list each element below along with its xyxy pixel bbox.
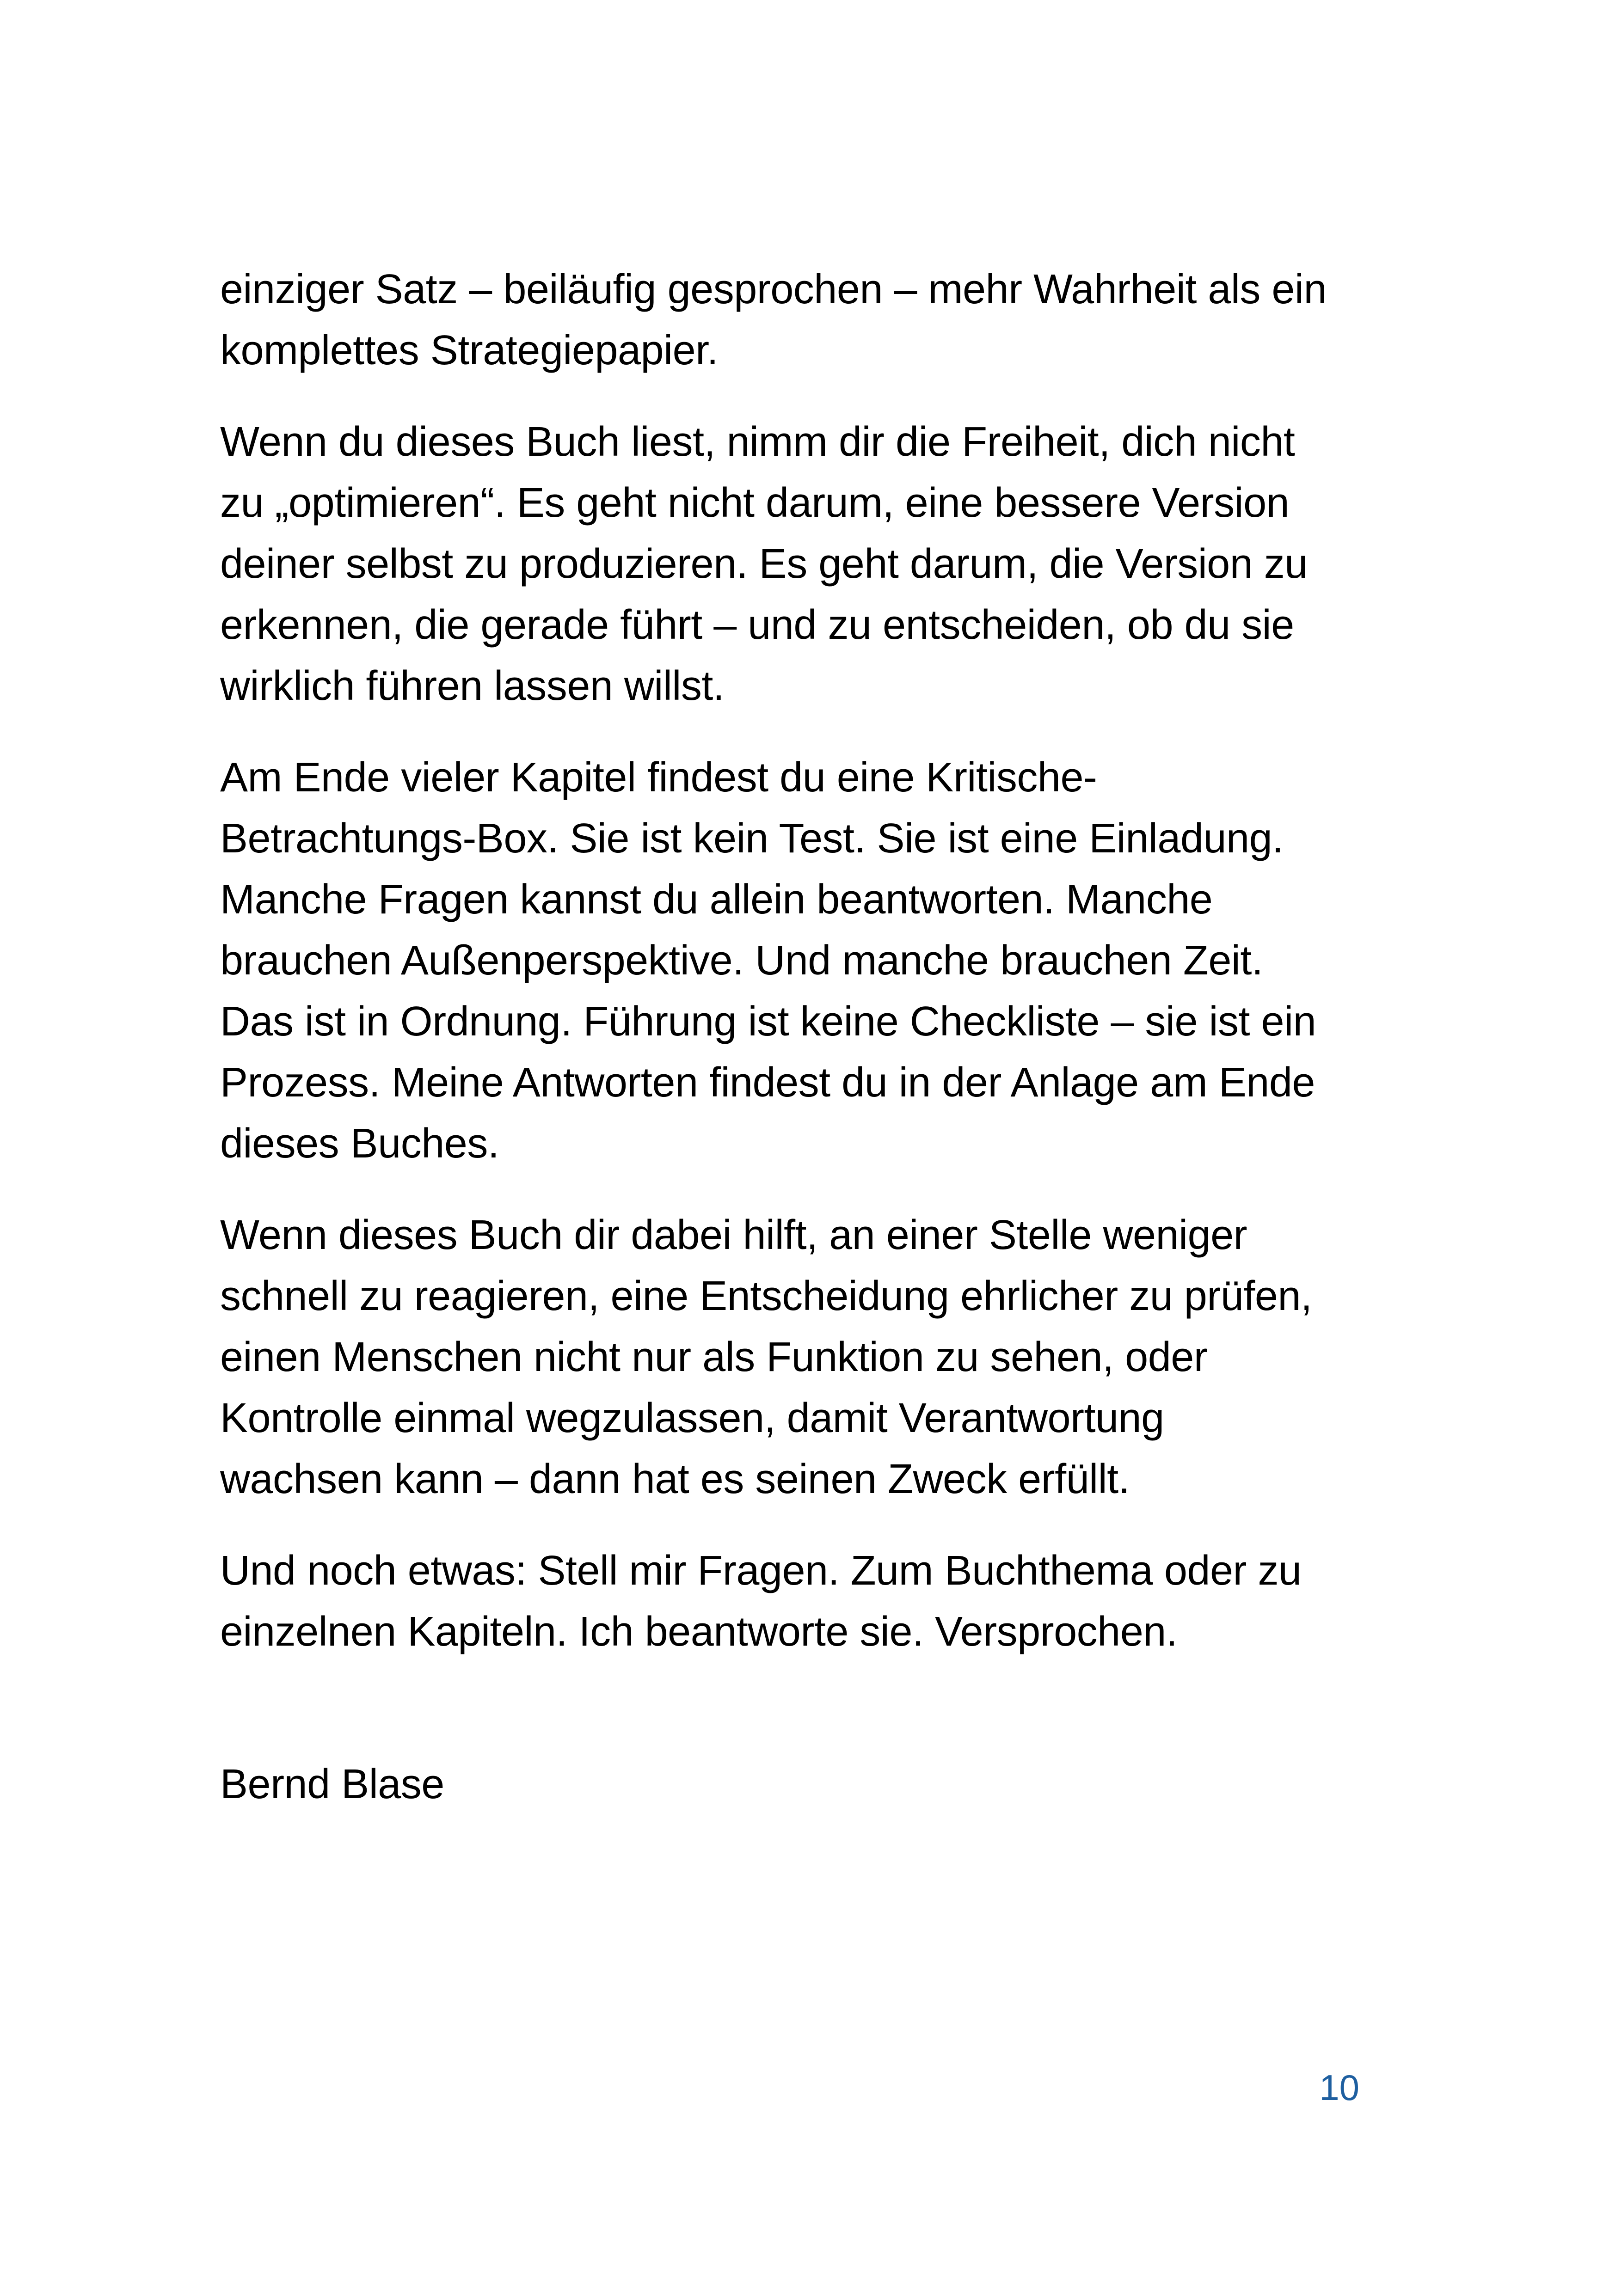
- text-line: Manche Fragen kannst du allein beantworten. Manche: [220, 876, 1213, 923]
- text-line: komplettes Strategiepapier.: [220, 327, 719, 373]
- text-line: zu „optimieren“. Es geht nicht darum, eine bessere Version: [220, 480, 1290, 526]
- text-line: einzelnen Kapiteln. Ich beantworte sie. Versprochen.: [220, 1609, 1178, 1655]
- text-line: Prozess. Meine Antworten findest du in der Anlage am Ende: [220, 1059, 1315, 1106]
- text-line: schnell zu reagieren, eine Entscheidung ehrlicher zu prüfen,: [220, 1273, 1312, 1319]
- text-line: einziger Satz – beiläufig gesprochen – mehr Wahrheit als ein: [220, 266, 1327, 312]
- text-line: deiner selbst zu produzieren. Es geht darum, die Version zu: [220, 541, 1308, 587]
- page-number: 10: [1319, 2067, 1359, 2108]
- text-line: einen Menschen nicht nur als Funktion zu sehen, oder: [220, 1334, 1208, 1380]
- text-line: wirklich führen lassen willst.: [220, 663, 725, 709]
- paragraph-5: [220, 1540, 1367, 1662]
- text-line: Und noch etwas: Stell mir Fragen. Zum Buchthema oder zu: [220, 1548, 1302, 1594]
- paragraph-1: [220, 259, 1367, 381]
- paragraph-2: [220, 411, 1367, 716]
- text-line: dieses Buches.: [220, 1120, 499, 1167]
- author-signature: Bernd Blase: [220, 1761, 444, 1807]
- text-line: Wenn du dieses Buch liest, nimm dir die Freiheit, dich nicht: [220, 419, 1295, 465]
- text-line: Wenn dieses Buch dir dabei hilft, an einer Stelle weniger: [220, 1212, 1247, 1258]
- text-line: wachsen kann – dann hat es seinen Zweck erfüllt.: [220, 1456, 1130, 1502]
- paragraph-4: [220, 1205, 1367, 1510]
- body-text: [220, 259, 1367, 1856]
- text-line: brauchen Außenperspektive. Und manche brauchen Zeit.: [220, 937, 1263, 984]
- text-line: Betrachtungs-Box. Sie ist kein Test. Sie ist eine Einladung.: [220, 815, 1284, 862]
- text-line: Kontrolle einmal wegzulassen, damit Verantwortung: [220, 1395, 1164, 1441]
- text-line: erkennen, die gerade führt – und zu entscheiden, ob du sie: [220, 602, 1294, 648]
- text-line: Am Ende vieler Kapitel findest du eine Kritische-: [220, 754, 1097, 801]
- paragraph-3: [220, 747, 1367, 1174]
- text-line: Das ist in Ordnung. Führung ist keine Checkliste – sie ist ein: [220, 998, 1316, 1045]
